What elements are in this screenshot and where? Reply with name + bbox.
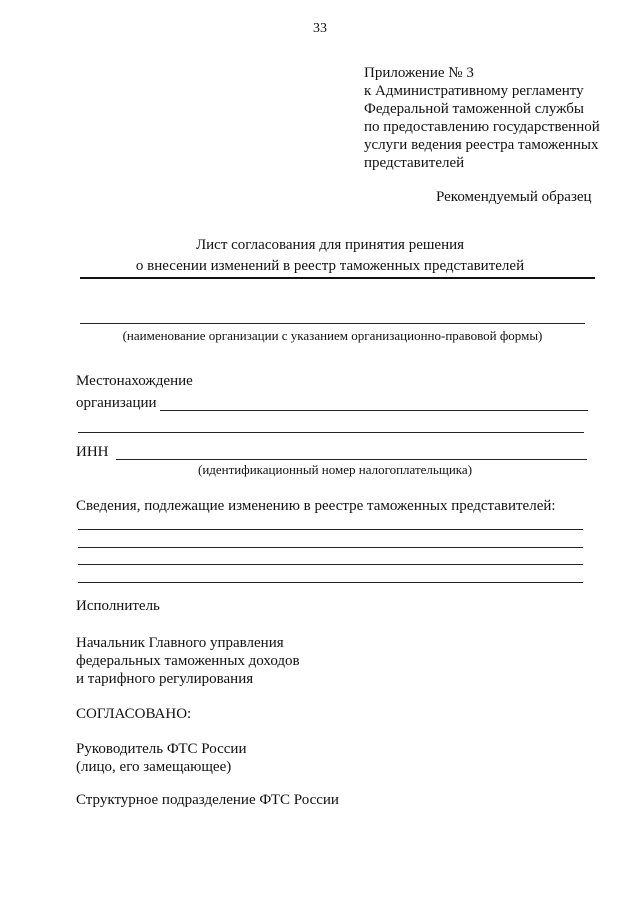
recommended-sample-label: Рекомендуемый образец <box>436 189 592 205</box>
agreed-label: СОГЛАСОВАНО: <box>76 706 192 722</box>
location-field-line-2 <box>78 432 584 433</box>
inn-caption: (идентификационный номер налогоплательщика) <box>198 462 473 477</box>
form-title-line-2: о внесении изменений в реестр таможенных представителей <box>135 258 525 274</box>
head-line-2: (лицо, его замещающее) <box>76 759 232 775</box>
inn-label: ИНН <box>76 444 109 460</box>
chief-line-1: Начальник Главного управления <box>76 635 284 651</box>
appendix-line-5: услуги ведения реестра таможенных <box>364 137 599 153</box>
appendix-line-3: Федеральной таможенной службы <box>364 101 585 117</box>
appendix-line-2: к Административному регламенту <box>364 83 584 99</box>
changes-line-3 <box>78 564 583 565</box>
page-number: 33 <box>313 21 327 36</box>
structural-unit-label: Структурное подразделение ФТС России <box>76 792 339 808</box>
chief-line-2: федеральных таможенных доходов <box>76 653 300 669</box>
location-field-line <box>160 410 588 411</box>
org-name-caption: (наименование организации с указанием организационно-правовой формы) <box>122 328 543 343</box>
inn-field-line <box>116 459 587 460</box>
location-label-line-2: организации <box>76 395 157 411</box>
form-title-line-1: Лист согласования для принятия решения <box>195 237 465 253</box>
title-underline <box>80 277 595 279</box>
appendix-line-4: по предоставлению государственной <box>364 119 600 135</box>
org-name-field-line <box>80 323 585 324</box>
appendix-line-1: Приложение № 3 <box>364 65 474 81</box>
changes-line-2 <box>78 547 583 548</box>
changes-label: Сведения, подлежащие изменению в реестре таможенных представителей: <box>76 498 556 514</box>
chief-line-3: и тарифного регулирования <box>76 671 254 687</box>
appendix-line-6: представителей <box>364 155 465 171</box>
head-line-1: Руководитель ФТС России <box>76 741 247 757</box>
location-label-line-1: Местонахождение <box>76 373 193 389</box>
executor-label: Исполнитель <box>76 598 160 614</box>
changes-line-4 <box>78 582 583 583</box>
changes-line-1 <box>78 529 583 530</box>
